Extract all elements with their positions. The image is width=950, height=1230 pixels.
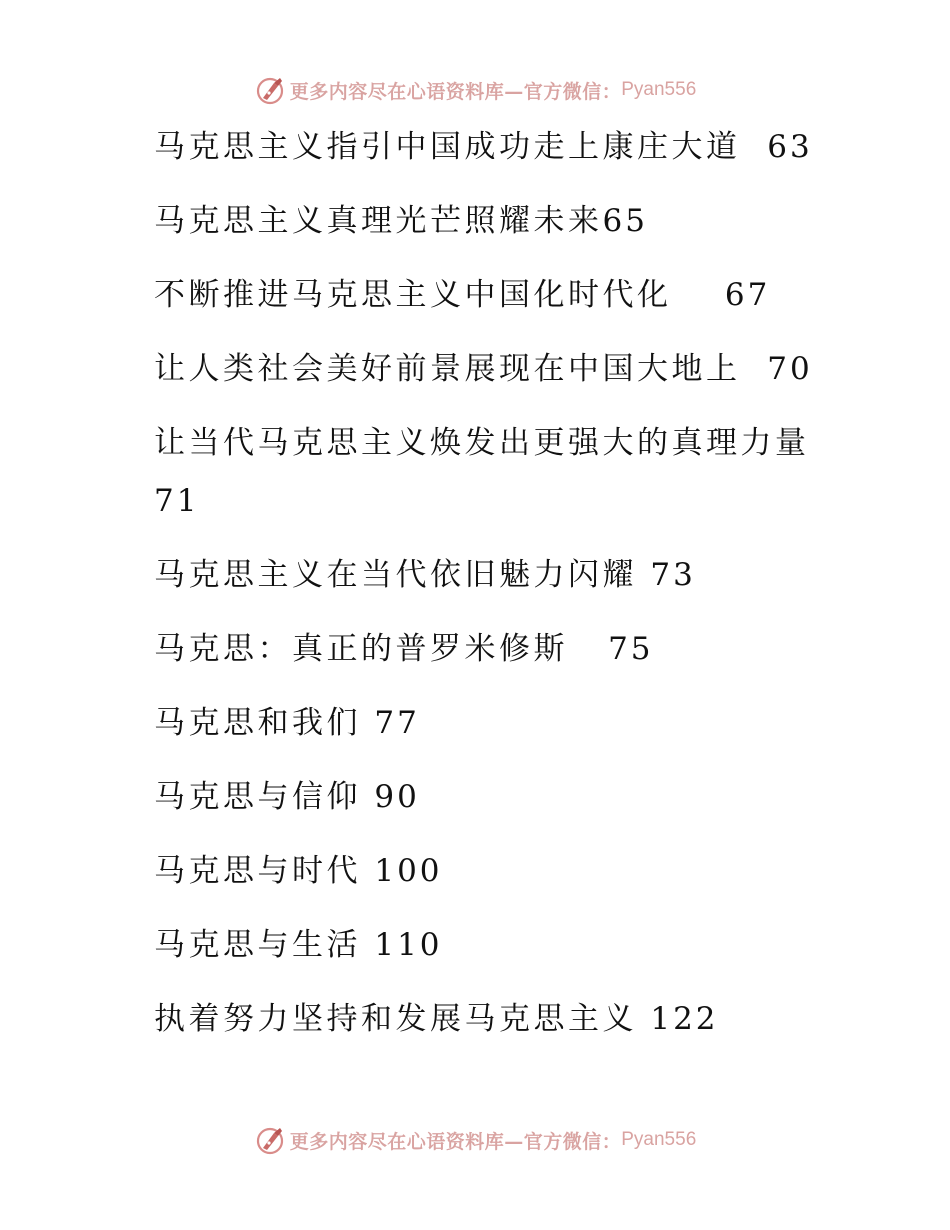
- toc-entry-page: 71: [154, 483, 200, 519]
- footer-watermark: [0, 1120, 950, 1160]
- toc-entry-gap: [361, 705, 374, 741]
- watermark-text: 更多内容尽在心语资料库—官方微信：: [289, 1130, 622, 1153]
- header-watermark: [0, 70, 950, 110]
- toc-entry[interactable]: [154, 760, 814, 834]
- toc-entry-page: 77: [374, 705, 420, 741]
- toc-entry-title: 马克思主义真理光芒照耀未来: [154, 203, 603, 239]
- toc-entry-page: 73: [650, 557, 696, 593]
- toc-entry-title: 马克思主义在当代依旧魅力闪耀: [154, 557, 637, 593]
- toc-entry[interactable]: [154, 184, 814, 258]
- watermark-text: 更多内容尽在心语资料库—官方微信：: [289, 80, 622, 103]
- toc-entry-gap: [672, 277, 725, 313]
- watermark-wechat: Pyan556: [621, 79, 697, 100]
- toc-entry-title: 马克思与时代: [154, 853, 361, 889]
- toc-entry-title: 让当代马克思主义焕发出更强大的真理力量: [154, 425, 810, 461]
- toc-entry-gap: [741, 351, 768, 387]
- toc-entry[interactable]: [154, 834, 814, 908]
- toc-entry-page: 100: [374, 853, 443, 889]
- toc-entry-gap: [361, 779, 374, 815]
- toc-entry[interactable]: [154, 110, 814, 184]
- toc-entry-title: 不断推进马克思主义中国化时代化: [154, 277, 672, 313]
- toc-entry-title: 让人类社会美好前景展现在中国大地上: [154, 351, 741, 387]
- toc-entry[interactable]: [154, 982, 814, 1056]
- toc-entry-gap: [637, 1001, 650, 1037]
- toc-entry-title: 执着努力坚持和发展马克思主义: [154, 1001, 637, 1037]
- toc-entry-gap: [568, 631, 608, 667]
- toc-entry-page: 122: [650, 1001, 719, 1037]
- pen-nib-circle-icon: [254, 74, 286, 106]
- toc-entry-page: 65: [602, 203, 648, 239]
- toc-entry-page: 110: [374, 927, 443, 963]
- toc-entry-title: 马克思主义指引中国成功走上康庄大道: [154, 129, 741, 165]
- toc-entry[interactable]: [154, 686, 814, 760]
- toc-entry-title: 马克思与信仰: [154, 779, 361, 815]
- toc-entry[interactable]: [154, 538, 814, 612]
- toc-entry-gap: [361, 927, 374, 963]
- table-of-contents: [154, 110, 814, 1056]
- toc-entry[interactable]: [154, 406, 814, 538]
- toc-entry-title: 马克思与生活: [154, 927, 361, 963]
- toc-entry-gap: [361, 853, 374, 889]
- toc-entry-page: 67: [724, 277, 771, 313]
- toc-entry-title: 马克思：真正的普罗米修斯: [154, 631, 568, 667]
- toc-entry-page: 75: [608, 631, 654, 667]
- toc-entry-gap: [637, 557, 650, 593]
- toc-entry[interactable]: [154, 612, 814, 686]
- toc-entry-gap: [741, 129, 768, 165]
- toc-entry[interactable]: [154, 332, 814, 406]
- toc-entry-title: 马克思和我们: [154, 705, 361, 741]
- toc-entry[interactable]: [154, 908, 814, 982]
- toc-entry-page: 63: [767, 129, 813, 165]
- pen-nib-circle-icon: [254, 1124, 286, 1156]
- watermark-wechat: Pyan556: [621, 1129, 697, 1150]
- toc-entry[interactable]: [154, 258, 814, 332]
- toc-entry-page: 70: [767, 351, 813, 387]
- toc-entry-page: 90: [374, 779, 420, 815]
